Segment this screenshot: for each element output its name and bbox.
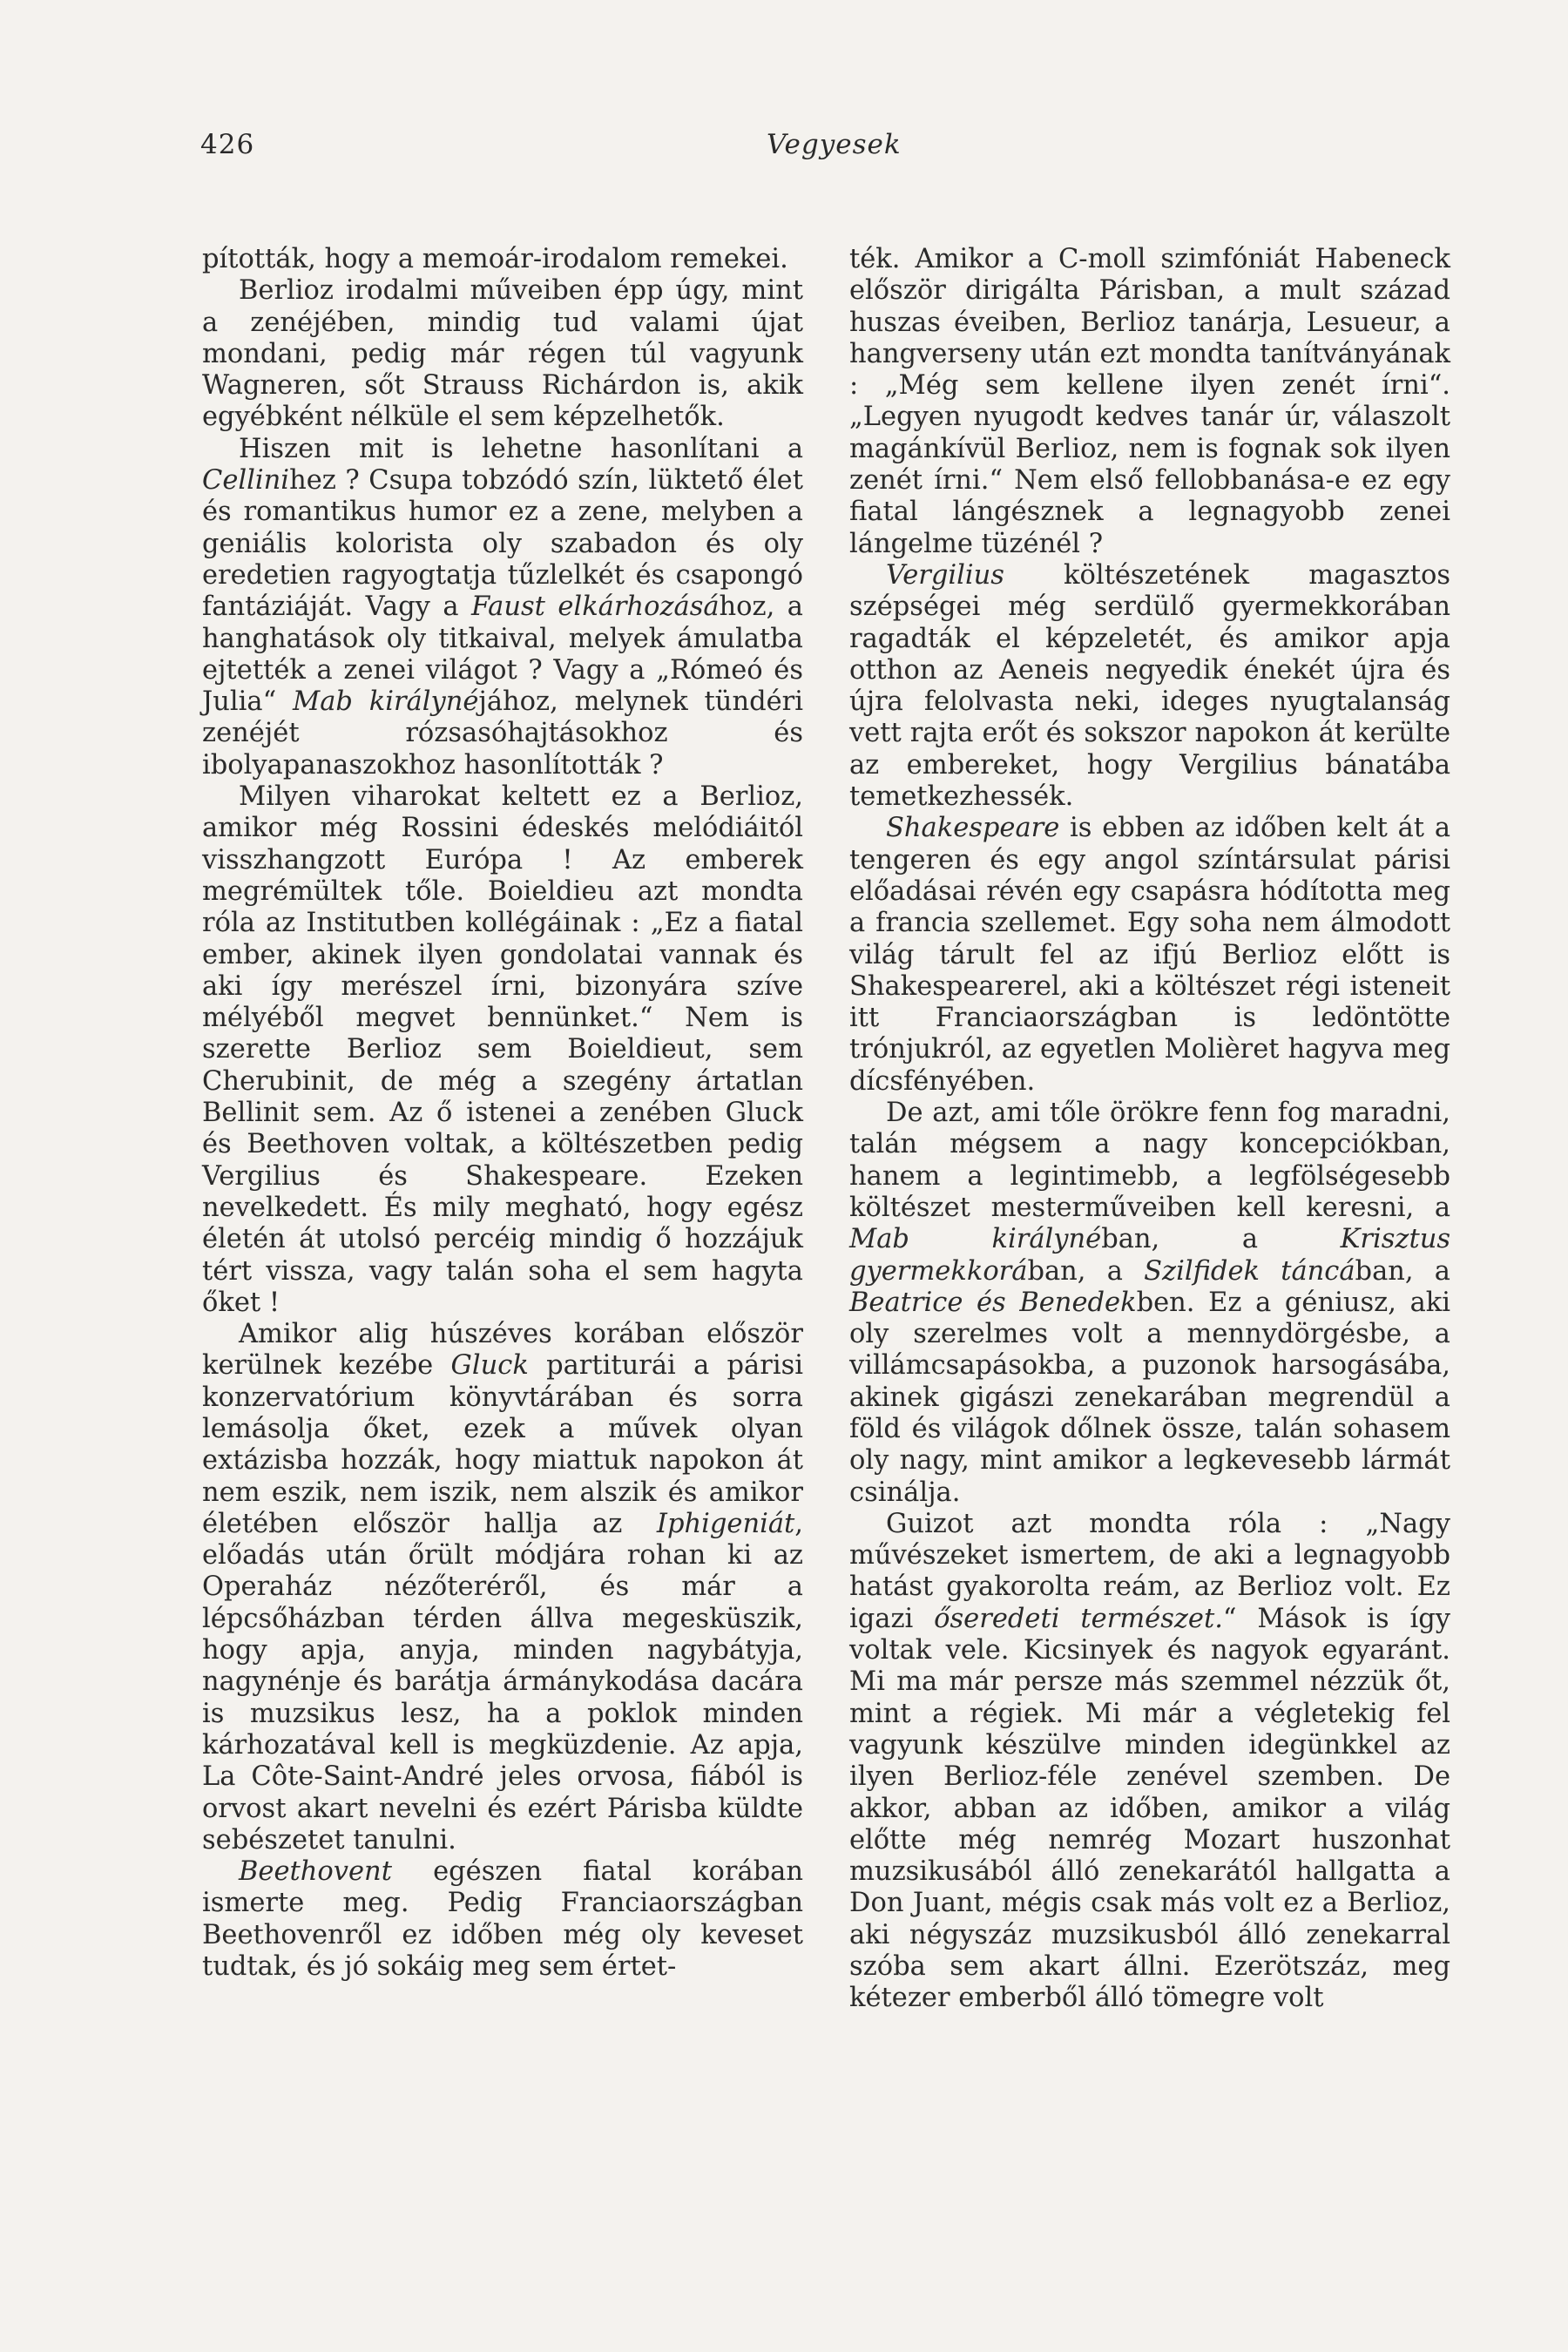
page-header [200, 129, 1385, 172]
italic-title-text: Cellini [202, 465, 290, 497]
paragraph [202, 434, 803, 781]
italic-title-text: Iphigeniát [656, 1508, 795, 1539]
body-text: ben. Ez a géniusz, aki oly szerelmes volt a mennydörgésbe, a villámcsapásokba, a puzonok harsogásába, akinek gigászi zenekarában megrendül a föld és világok dőlnek össze, talán sohasem oly nagy, mint amikor a legkevesebb lármát csinálja. [849, 1287, 1450, 1508]
body-text: hez ? Csupa tobzódó szín, lüktető élet és romantikus humor ez a zene, melyben a geniális kolorista oly szabadon és oly eredetien ragyogtatja tűzlelkét és csapongó fantáziáját. Vagy a [202, 465, 803, 623]
paragraph [849, 813, 1450, 1098]
paragraph [849, 1098, 1450, 1509]
paragraph [202, 1319, 803, 1856]
body-text: Amikor alig húszéves korában először kerülnek kezébe [202, 1319, 803, 1382]
body-text: egészen fiatal korában ismerte meg. Pedig Franciaországban Beethovenről ez időben még oly keveset tudtak, és jó sokáig meg sem értet- [202, 1856, 803, 1983]
left-text-column [202, 244, 803, 1983]
italic-title-text: Mab királyné [849, 1224, 1102, 1255]
italic-title-text: Vergilius [886, 559, 1004, 591]
italic-title-text: Mab királyné [292, 686, 479, 718]
paragraph [849, 560, 1450, 813]
body-text: költészetének magasztos szépségei még serdülő gyermekkorában ragadták el képzeletét, és amikor apja otthon az Aeneis negyedik énekét újra és újra felolvasta neki, ideges nyugtalanság vett rajta erőt és sokszor napokon át kerülte az embereket, hogy Vergilius bánatába temetkezhessék. [849, 559, 1450, 813]
paragraph [202, 244, 803, 275]
body-text: “ Mások is így voltak vele. Kicsinyek és nagyok egyaránt. Mi ma már persze más szemmel nézzük őt, mint a régiek. Mi már a végletekig fel vagyunk készülve minden idegünkkel az ilyen Berlioz-féle zenével szemben. De akkor, abban az időben, amikor a világ előtte még nemrég Mozart huszonhat muzsikusából álló zenekarától hallgatta a Don Juant, mégis csak más volt ez a Berlioz, aki négyszáz muzsikusból álló zenekarral szóba sem akart állni. Ezerötszáz, meg kétezer emberből álló tömegre volt [849, 1603, 1450, 2014]
italic-title-text: Beethovent [239, 1856, 392, 1888]
italic-title-text: Shakespeare [886, 813, 1060, 844]
body-text: hoz, a hanghatások oly titkaival, melyek ámulatba ejtették a zenei világot ? Vagy a „Rómeó és Julia“ [202, 591, 803, 718]
body-text: jához, melynek tündéri zenéjét rózsasóhajtásokhoz és ibolyapanaszokhoz hasonlították ? [202, 686, 803, 781]
body-text: Berlioz irodalmi műveiben épp úgy, mint a zenéjében, mindig tud valami újat mondani, pedig már régen túl vagyunk Wagneren, sőt Strauss Richárdon is, akik egyébként nélküle el sem képzelhetők. [202, 275, 803, 433]
body-text: Milyen viharokat keltett ez a Berlioz, amikor még Rossini édeskés melódiáitól visszhangzott Európa ! Az emberek megrémültek tőle. Boieldieu azt mondta róla az Institutben kollégáinak : „Ez a fiatal ember, akinek ilyen gondolatai vannak és aki így merészel írni, bizonyára szíve mélyéből megvet bennünket.“ Nem is szerette Berlioz sem Boieldieut, sem Cherubinit, de még a szegény ártatlan Bellinit sem. Az ő istenei a zenében Gluck és Beethoven voltak, a költészetben pedig Vergilius és Shakespeare. Ezeken nevelkedett. És mily megható, hogy egész életén át utolsó percéig mindig ő hozzájuk tért vissza, vagy talán soha el sem hagyta őket ! [202, 781, 803, 1318]
paragraph [849, 244, 1450, 560]
italic-title-text: őseredeti természet. [934, 1603, 1223, 1634]
body-text: pították, hogy a memoár-irodalom remekei. [202, 244, 788, 274]
body-text: ban, a [1027, 1255, 1145, 1287]
paragraph [202, 1856, 803, 1983]
body-text: is ebben az időben kelt át a tengeren és egy angol színtársulat párisi előadásai révén egy csapásra hódította meg a francia szellemet. Egy soha nem álmodott világ tárult fel az ifjú Berlioz előtt is Shakespearerel, aki a költészet régi isteneit itt Franciaországban is ledöntötte trónjukról, az egyetlen Molièret hagyva meg dícsfényében. [849, 813, 1450, 1097]
body-text: , előadás után őrült módjára rohan ki az Operaház nézőteréről, és már a lépcsőházban térden állva megesküszik, hogy apja, anyja, minden nagybátyja, nagynénje és barátja ármánykodása dacára is muzsikus lesz, ha a poklok minden kárhozatával kell is megküzdenie. Az apja, La Côte-Saint-André jeles orvosa, fiából is orvost akart nevelni és ezért Párisba küldte sebészetet tanulni. [202, 1508, 803, 1855]
body-text: partiturái a párisi konzervatórium könyvtárában és sorra lemásolja őket, ezek a művek olyan extázisba hozzák, hogy miattuk napokon át nem eszik, nem iszik, nem alszik és amikor életében először hallja az [202, 1350, 803, 1539]
right-text-column [849, 244, 1450, 2015]
paragraph [849, 1509, 1450, 2015]
running-title: Vegyesek [767, 129, 902, 160]
body-text: Hiszen mit is lehetne hasonlítani a [239, 433, 803, 464]
italic-title-text: Faust elkárhozásá [471, 591, 720, 623]
body-text: De azt, ami tőle örökre fenn fog maradni, talán mégsem a nagy koncepciókban, hanem a legintimebb, a legfölségesebb költészet mesterműveiben kell keresni, a [849, 1098, 1450, 1223]
paragraph [202, 275, 803, 433]
page-number: 426 [200, 129, 255, 160]
body-text: Guizot azt mondta róla : „Nagy művészeket ismertem, de aki a legnagyobb hatást gyakorolta reám, az Berlioz volt. Ez igazi [849, 1508, 1450, 1634]
italic-title-text: Beatrice és Benedek [849, 1287, 1137, 1318]
body-text: ték. Amikor a C-moll szimfóniát Habeneck először dirigálta Párisban, a mult század huszas éveiben, Berlioz tanárja, Lesueur, a hangverseny után ezt mondta tanítványának : „Még sem kellene ilyen zenét írni“. „Legyen nyugodt kedves tanár úr, válaszolt magánkívül Berlioz, nem is fognak sok ilyen zenét írni.“ Nem első fellobbanása-e ez egy fiatal lángésznek a legnagyobb zenei lángelme tüzénél ? [849, 244, 1450, 559]
italic-title-text: Szilfidek táncá [1144, 1255, 1355, 1287]
italic-title-text: Gluck [450, 1350, 529, 1382]
paragraph [202, 781, 803, 1319]
body-text: ban, a [1355, 1255, 1450, 1287]
italic-title-text: Krisztus gyermekkorá [849, 1224, 1451, 1287]
body-text: ban, a [1101, 1224, 1341, 1255]
